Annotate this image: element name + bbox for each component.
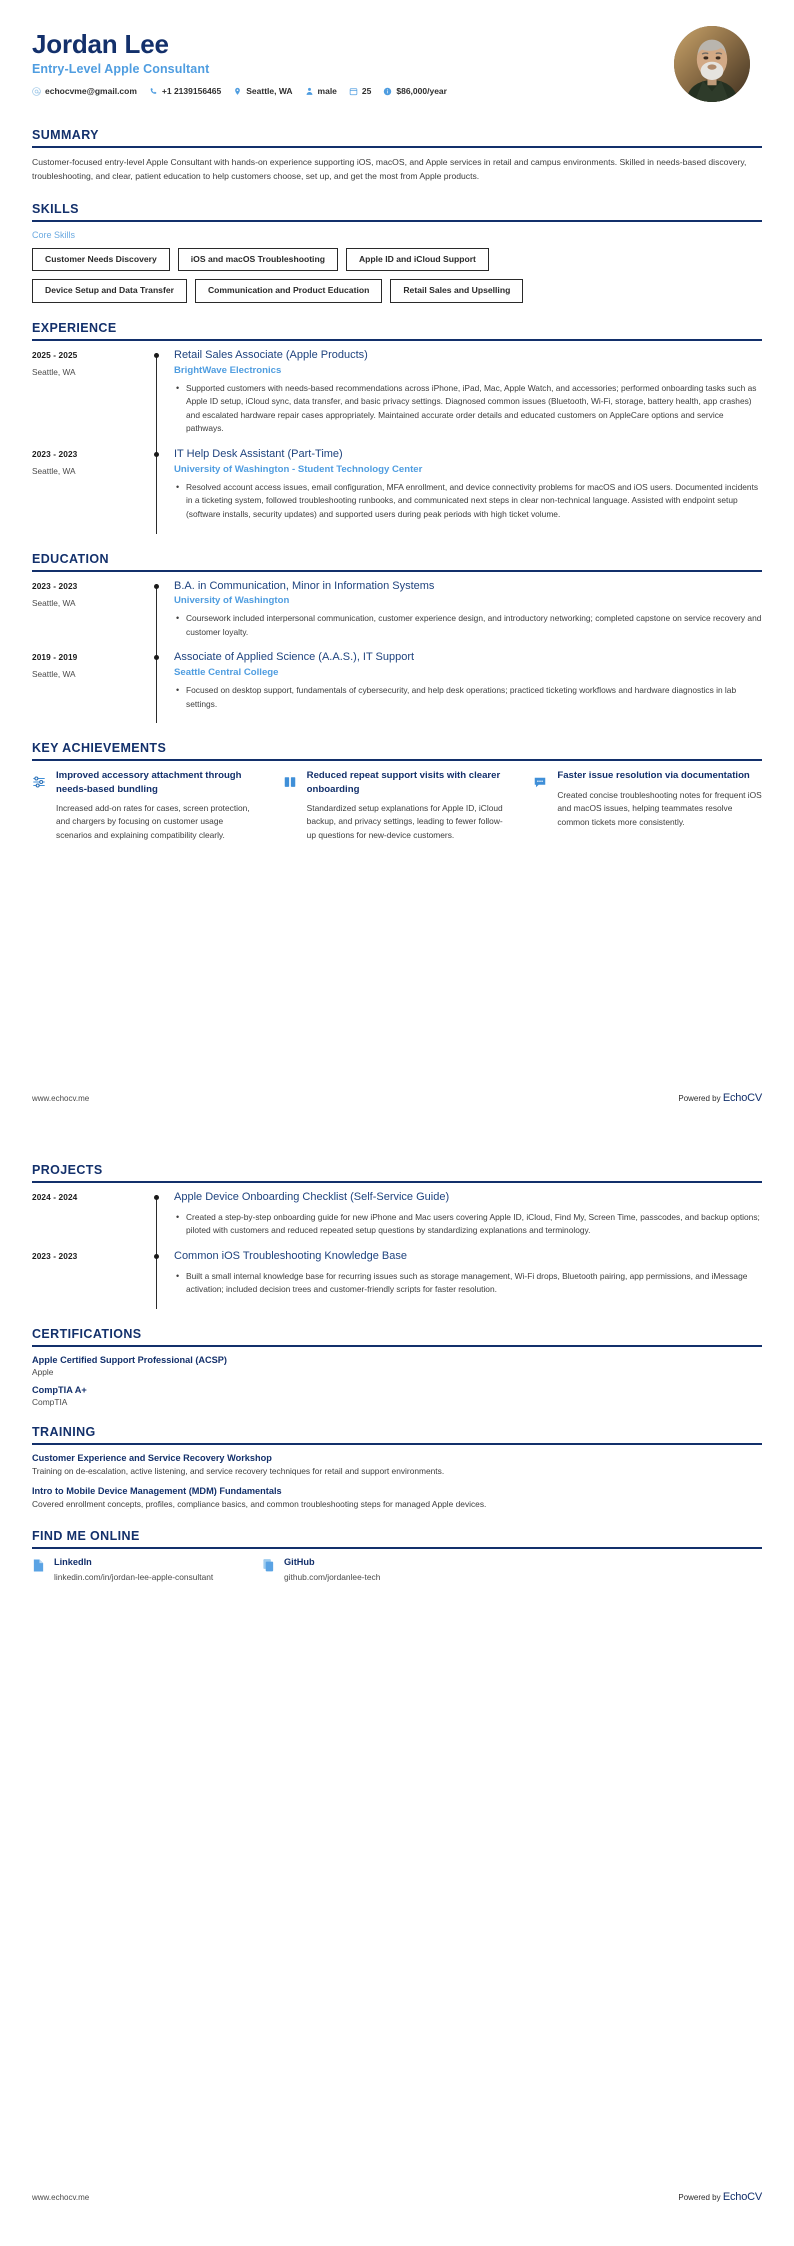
entry-bullets	[174, 612, 762, 639]
copy-icon	[262, 1557, 276, 1584]
job-title: Entry-Level Apple Consultant	[32, 62, 210, 77]
certification-name: Apple Certified Support Professional (ACSP)	[32, 1354, 227, 1365]
section-title-certifications: CERTIFICATIONS	[32, 1326, 142, 1341]
achievement-card	[533, 769, 762, 842]
experience-entry	[32, 448, 762, 534]
bullet-text: Resolved account access issues, email configuration, MFA enrollment, and device connectivity problems for macOS and iOS users. Documented incidents in a ticketing system, followed troubleshooting runbooks, and communicated next steps in clear non-technical language. Assisted with endpoint setup (software installs, security updates) and supported users during peak periods with high ticket volume.	[186, 481, 759, 519]
section-rule	[32, 339, 762, 341]
timeline-marker	[150, 651, 172, 723]
timeline-marker	[150, 1191, 172, 1250]
timeline-line	[156, 655, 157, 723]
entry-meta	[32, 651, 150, 723]
section-title-skills: SKILLS	[32, 201, 79, 216]
timeline-line	[156, 353, 157, 460]
entry-body	[172, 349, 762, 448]
avatar	[674, 26, 750, 102]
certification-name: CompTIA A+	[32, 1384, 87, 1395]
timeline-line	[156, 452, 157, 534]
section-rule	[32, 220, 762, 222]
entry-body	[172, 1191, 762, 1250]
summary-text: Customer-focused entry-level Apple Consultant with hands-on experience supporting iOS, macOS, and Apple services in retail and campus environments. Skilled in needs-based discovery, troubleshooting, and clear, patient education to help customers choose, set up, and get the most from Apple products.	[32, 157, 747, 181]
entry-meta	[32, 1250, 150, 1309]
entry-body	[172, 580, 762, 652]
contact-gender	[305, 86, 337, 96]
footer-powered	[678, 2191, 762, 2203]
salary-icon	[383, 87, 392, 96]
page-footer	[32, 2191, 762, 2203]
online-grid	[32, 1557, 762, 1584]
footer-brand: EchoCV	[722, 2191, 762, 2203]
timeline-line	[156, 1254, 157, 1309]
contact-age	[349, 86, 371, 96]
online-url: github.com/jordanlee-tech	[284, 1571, 381, 1582]
achievement-desc: Created concise troubleshooting notes for frequent iOS and macOS issues, helping teammates resolve common tickets more consistently.	[557, 789, 762, 827]
section-summary	[32, 128, 762, 184]
online-card-github[interactable]	[262, 1557, 492, 1584]
entry-location: Seattle, WA	[32, 669, 76, 680]
entry-meta	[32, 1191, 150, 1250]
chat-bubble-icon	[533, 769, 549, 842]
footer-powered-prefix: Powered by	[678, 1094, 721, 1103]
training-name: Intro to Mobile Device Management (MDM) Fundamentals	[32, 1485, 282, 1496]
timeline-dot	[154, 1195, 159, 1200]
entry-bullets	[174, 1211, 762, 1238]
location-pin-icon	[233, 87, 242, 96]
timeline-marker	[150, 448, 172, 534]
footer-site: www.echocv.me	[32, 1094, 90, 1103]
entry-dates: 2023 - 2023	[32, 448, 78, 459]
bullet-dot: •	[176, 1270, 180, 1281]
bullet-item	[176, 481, 762, 522]
online-label: GitHub	[284, 1556, 315, 1567]
svg-text:i: i	[387, 88, 389, 94]
bullet-item	[176, 612, 762, 639]
achievement-title: Improved accessory attachment through needs-based bundling	[56, 770, 242, 795]
section-online	[32, 1529, 762, 1584]
bullet-text: Focused on desktop support, fundamentals of cybersecurity, and help desk operations; practiced ticketing workflows and hardware diagnostics in lab settings.	[186, 685, 737, 709]
skill-chip: Device Setup and Data Transfer	[32, 279, 187, 302]
footer-powered	[678, 1092, 762, 1104]
achievement-card	[32, 769, 261, 842]
entry-meta	[32, 349, 150, 448]
entry-body	[172, 651, 762, 723]
online-card-linkedin[interactable]	[32, 1557, 262, 1584]
contact-location	[233, 86, 292, 96]
online-label: LinkedIn	[54, 1556, 92, 1567]
contact-salary	[383, 86, 447, 96]
entry-org: Seattle Central College	[174, 667, 279, 679]
entry-role: B.A. in Communication, Minor in Information Systems	[174, 579, 435, 592]
section-rule	[32, 1181, 762, 1183]
achievement-body	[557, 769, 762, 842]
section-rule	[32, 146, 762, 148]
section-title-online: FIND ME ONLINE	[32, 1528, 140, 1543]
contact-age-value: 25	[361, 86, 372, 97]
certification-item	[32, 1355, 762, 1377]
section-title-experience: EXPERIENCE	[32, 320, 117, 335]
timeline-marker	[150, 349, 172, 448]
bullet-dot: •	[176, 685, 180, 696]
bullet-text: Built a small internal knowledge base for recurring issues such as storage management, Wi-Fi drops, Bluetooth pairing, app permissions, and iMessage activation; included decision trees and customer-friendly scripts for faster resolution.	[186, 1270, 748, 1295]
training-item	[32, 1453, 762, 1478]
section-training	[32, 1425, 762, 1511]
entry-dates: 2025 - 2025	[32, 349, 78, 360]
section-rule	[32, 759, 762, 761]
entry-role: Apple Device Onboarding Checklist (Self-Service Guide)	[174, 1191, 450, 1203]
timeline-dot	[154, 655, 159, 660]
bullet-item	[176, 382, 762, 436]
entry-dates: 2019 - 2019	[32, 652, 78, 663]
entry-bullets	[174, 1270, 762, 1297]
person-icon	[305, 87, 314, 96]
entry-dates: 2024 - 2024	[32, 1192, 78, 1202]
section-title-projects: PROJECTS	[32, 1163, 103, 1177]
entry-role: Common iOS Troubleshooting Knowledge Base	[174, 1249, 407, 1262]
bullet-dot: •	[176, 481, 180, 492]
skill-row	[32, 248, 762, 271]
section-rule	[32, 570, 762, 572]
section-title-achievements: KEY ACHIEVEMENTS	[32, 741, 167, 756]
entry-location: Seattle, WA	[32, 366, 76, 377]
section-title-education: EDUCATION	[32, 551, 109, 566]
timeline-marker	[150, 580, 172, 652]
bullet-dot: •	[176, 382, 180, 393]
section-rule	[32, 1345, 762, 1347]
entry-body	[172, 448, 762, 534]
timeline-dot	[154, 452, 159, 457]
skill-chip: Apple ID and iCloud Support	[346, 248, 489, 271]
achievement-card	[283, 769, 512, 842]
certification-issuer: Apple	[32, 1366, 54, 1377]
bullet-dot: •	[176, 1211, 180, 1222]
achievement-title: Faster issue resolution via documentation	[557, 770, 750, 782]
skill-chip: Retail Sales and Upselling	[390, 279, 523, 302]
contact-salary-value: $86,000/year	[396, 86, 447, 97]
entry-role: IT Help Desk Assistant (Part-Time)	[174, 447, 343, 460]
training-item	[32, 1486, 762, 1511]
online-body	[284, 1557, 380, 1584]
skill-chip: Customer Needs Discovery	[32, 248, 170, 271]
achievement-desc: Increased add-on rates for cases, screen protection, and chargers by focusing on customer usage scenarios and explaining compatibility clearly.	[56, 802, 250, 840]
bullet-item	[176, 1211, 762, 1238]
section-rule	[32, 1547, 762, 1549]
bullet-dot: •	[176, 613, 180, 624]
training-desc: Training on de-escalation, active listening, and service recovery techniques for retail and support environments.	[32, 1465, 445, 1476]
achievement-title: Reduced repeat support visits with clearer onboarding	[306, 770, 501, 795]
training-name: Customer Experience and Service Recovery Workshop	[32, 1452, 272, 1463]
section-achievements	[32, 741, 762, 842]
skill-chip: Communication and Product Education	[195, 279, 382, 302]
online-body	[54, 1557, 213, 1584]
bullet-text: Coursework included interpersonal communication, customer experience design, and introductory networking; completed capstone on service recovery and customer loyalty.	[186, 613, 762, 637]
contact-row	[32, 86, 459, 96]
entry-bullets	[174, 382, 762, 436]
section-experience	[32, 321, 762, 534]
entry-role: Retail Sales Associate (Apple Products)	[174, 348, 368, 361]
contact-gender-value: male	[317, 86, 337, 97]
page-title: Jordan Lee	[32, 29, 169, 59]
achievement-body	[56, 769, 261, 842]
email-icon	[32, 87, 41, 96]
achievement-grid	[32, 769, 762, 842]
timeline-marker	[150, 1250, 172, 1309]
footer-brand: EchoCV	[722, 1092, 762, 1104]
section-title-training: TRAINING	[32, 1424, 96, 1439]
footer-site: www.echocv.me	[32, 2193, 90, 2202]
timeline-dot	[154, 584, 159, 589]
entry-bullets	[174, 481, 762, 522]
experience-entry	[32, 349, 762, 448]
entry-role: Associate of Applied Science (A.A.S.), IT Support	[174, 651, 415, 664]
section-title-summary: SUMMARY	[32, 128, 99, 142]
contact-phone[interactable]	[149, 86, 221, 96]
entry-org: University of Washington - Student Technology Center	[174, 463, 423, 475]
book-icon	[283, 769, 299, 842]
project-entry	[32, 1191, 762, 1250]
entry-dates: 2023 - 2023	[32, 580, 78, 591]
contact-phone-value: +1 2139156465	[161, 86, 222, 97]
certification-item	[32, 1385, 762, 1407]
skills-subtitle: Core Skills	[32, 229, 76, 240]
page-footer	[32, 1092, 762, 1104]
certification-issuer: CompTIA	[32, 1396, 68, 1407]
resume-page-2	[0, 1123, 794, 2246]
bullet-item	[176, 684, 762, 711]
contact-location-value: Seattle, WA	[246, 86, 293, 97]
entry-body	[172, 1250, 762, 1309]
entry-dates: 2023 - 2023	[32, 1250, 78, 1261]
sliders-icon	[32, 769, 48, 842]
section-certifications	[32, 1327, 762, 1407]
entry-location: Seattle, WA	[32, 597, 76, 608]
document-icon	[32, 1557, 46, 1584]
online-url: linkedin.com/in/jordan-lee-apple-consultant	[54, 1571, 214, 1582]
resume-header	[32, 26, 762, 110]
calendar-icon	[349, 87, 358, 96]
contact-email[interactable]	[32, 86, 137, 96]
entry-meta	[32, 448, 150, 534]
bullet-text: Created a step-by-step onboarding guide for new iPhone and Mac users covering Apple ID, iCloud, Find My, Screen Time, passcodes, and backup options; piloted with customers and reduced repeated setup questions by standardizing explanations and terminology.	[186, 1211, 760, 1236]
entry-location: Seattle, WA	[32, 465, 76, 476]
section-projects	[32, 1163, 762, 1309]
achievement-body	[307, 769, 512, 842]
header-left	[32, 26, 459, 96]
project-entry	[32, 1250, 762, 1309]
timeline-dot	[154, 353, 159, 358]
entry-meta	[32, 580, 150, 652]
bullet-text: Supported customers with needs-based recommendations across iPhone, iPad, Mac, Apple Watch, and accessories; performed onboarding tasks such as Apple ID setup, iCloud sync, data transfer, and basic privacy settings. Diagnosed common issues (Bluetooth, Wi-Fi, storage, battery health, app crashes) and escalated hardware repair cases appropriately. Maintained accurate order details and educated customers on AppleCare options and service pathways.	[186, 382, 757, 434]
education-entry	[32, 651, 762, 723]
entry-org: BrightWave Electronics	[174, 364, 282, 376]
training-desc: Covered enrollment concepts, profiles, compliance basics, and common troubleshooting steps for managed Apple devices.	[32, 1498, 487, 1509]
bullet-item	[176, 1270, 762, 1297]
contact-email-value: echocvme@gmail.com	[45, 86, 137, 97]
skill-row	[32, 279, 762, 302]
section-skills	[32, 202, 762, 303]
education-entry	[32, 580, 762, 652]
entry-org: University of Washington	[174, 595, 290, 607]
phone-icon	[149, 87, 158, 96]
achievement-desc: Standardized setup explanations for Apple ID, iCloud backup, and privacy settings, leading to fewer follow-up questions for new-device customers.	[306, 802, 503, 840]
timeline-dot	[154, 1254, 159, 1259]
skill-chip: iOS and macOS Troubleshooting	[178, 248, 338, 271]
entry-bullets	[174, 684, 762, 711]
section-education	[32, 552, 762, 724]
footer-powered-prefix: Powered by	[678, 2193, 721, 2202]
section-rule	[32, 1443, 762, 1445]
